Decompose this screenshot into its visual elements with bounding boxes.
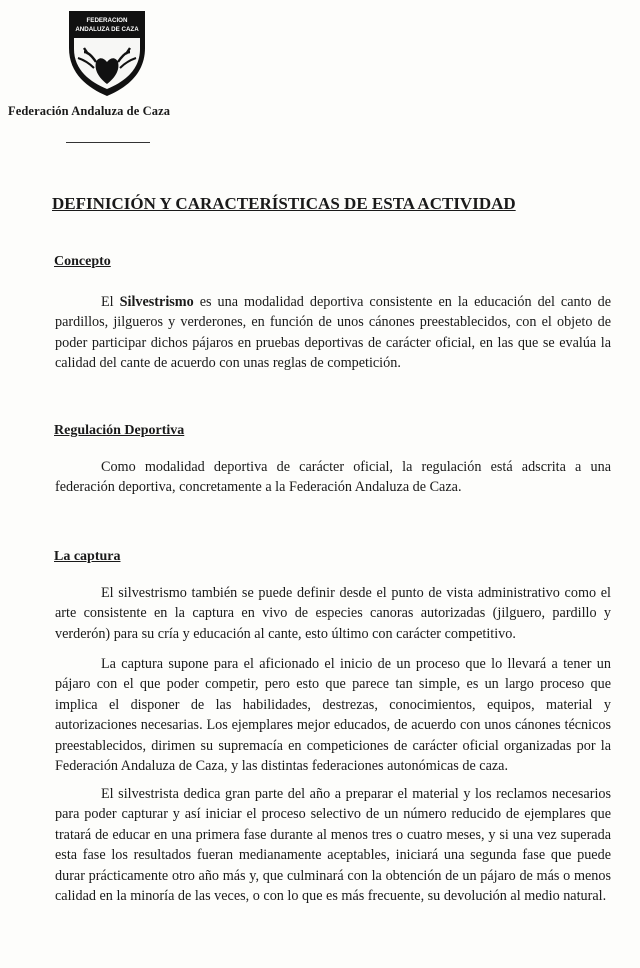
- paragraph-text: El: [101, 294, 120, 310]
- paragraph-captura-3: El silvestrista dedica gran parte del año a preparar el material y los reclamos necesarios para poder capturar y así iniciar el proceso selectivo de un número reducido de ejemplares que tratará de educar en una primera fase durante al menos tres o cuatro meses, y si una vez superada esta fase los resultados fueran medianamente aceptables, iniciará una segunda fase que puede durar prácticamente otro año más y, que culminará con la obtención de un pájaro de más o menos calidad en la minoría de las veces, o con lo que es más frecuente, su devolución al medio natural.: [55, 786, 611, 905]
- document-title: DEFINICIÓN Y CARACTERÍSTICAS DE ESTA ACTIVIDAD: [52, 194, 516, 213]
- federation-logo: [66, 8, 148, 98]
- svg-text:ANDALUZA DE CAZA: ANDALUZA DE CAZA: [75, 26, 139, 33]
- section-heading-concepto: Concepto: [54, 254, 111, 269]
- paragraph-text: es una modalidad deportiva consistente en la educación del canto de pardillos, jilgueros y verderones, en función de unos cánones preestablecidos, con el objeto de poder participar dichos pájaros en pruebas deportivas de carácter oficial, en las que se evalúa la calidad del cante de acuerdo con unas reglas de competición.: [55, 294, 612, 372]
- svg-text:FEDERACION: FEDERACION: [86, 17, 128, 24]
- paragraph-concepto: [55, 292, 611, 374]
- organization-name: Federación Andaluza de Caza: [8, 104, 171, 118]
- paragraph-regulacion: Como modalidad deportiva de carácter oficial, la regulación está adscrita a una federación deportiva, concretamente a la Federación Andaluza de Caza.: [55, 459, 611, 496]
- section-heading-captura: La captura: [54, 549, 121, 564]
- bold-term: Silvestrismo: [119, 294, 194, 310]
- shield-emblem-icon: [66, 8, 148, 98]
- paragraph-captura-2: La captura supone para el aficionado el inicio de un proceso que lo llevará a tener un pájaro con el que poder competir, pero esto que parece tan simple, es un largo proceso que implica el disponer de las habilidades, destrezas, conocimientos, equipos, material y autorizaciones necesarias. Los ejemplares mejor educados, de acuerdo con unos cánones técnicos preestablecidos, dirimen su supremacía en competiciones de carácter oficial organizadas por la Federación Andaluza de Caza, y las distintas federaciones autonómicas de caza.: [55, 656, 611, 775]
- paragraph-captura-1: El silvestrismo también se puede definir desde el punto de vista administrativo como el arte consistente en la captura en vivo de especies canoras autorizadas (jilguero, pardillo y verderón) para su cría y educación al cante, esto último con carácter competitivo.: [55, 585, 611, 642]
- header-divider: [66, 142, 150, 143]
- section-heading-regulacion: Regulación Deportiva: [54, 423, 185, 438]
